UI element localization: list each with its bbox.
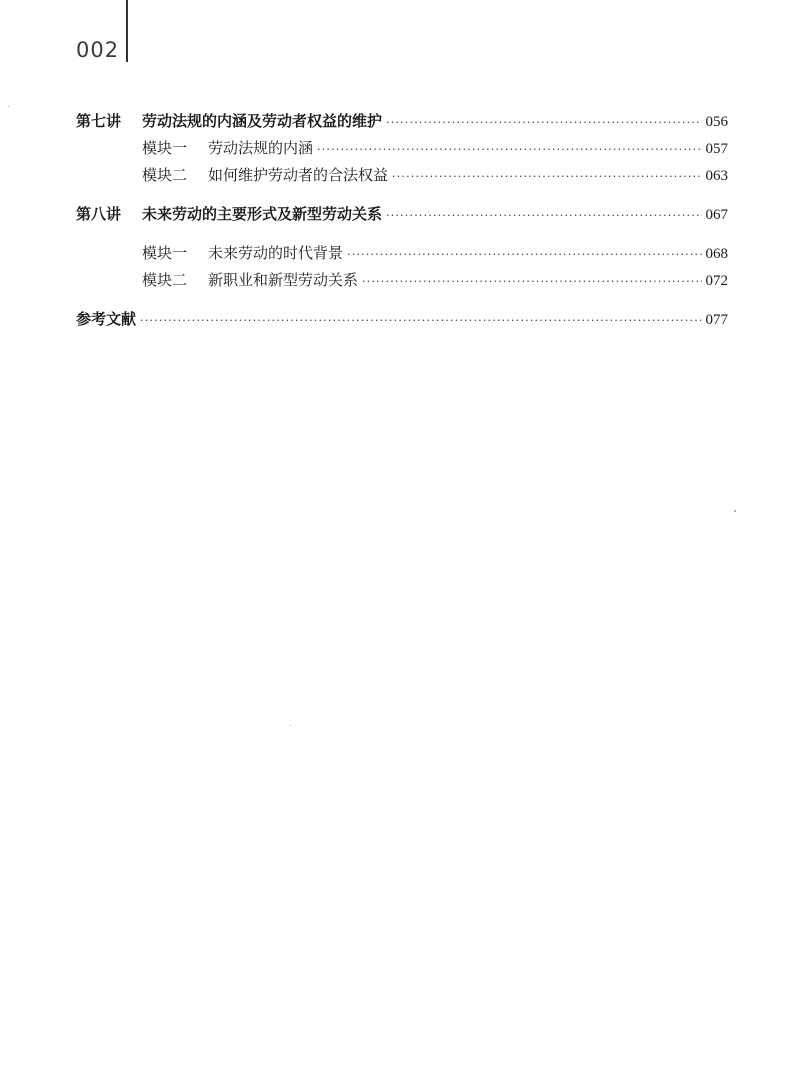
page-ref: 077: [705, 312, 728, 328]
module-label: 模块一: [142, 139, 188, 157]
toc-entry-lecture-7-module-1[interactable]: [76, 135, 728, 162]
module-title: 如何维护劳动者的合法权益: [208, 166, 389, 184]
chapter-label: 第八讲: [76, 205, 122, 223]
header-vertical-rule: [126, 0, 128, 62]
dot-leader: [386, 202, 701, 229]
scan-speck: [734, 510, 736, 512]
module-title: 劳动法规的内涵: [208, 139, 314, 157]
dot-leader: [362, 268, 701, 295]
toc-entry-lecture-8-module-2[interactable]: [76, 267, 728, 294]
page-ref: 067: [705, 207, 728, 223]
page-ref: 063: [705, 168, 728, 184]
module-label: 模块二: [142, 271, 188, 289]
dot-leader: [140, 307, 701, 334]
module-label: 模块二: [142, 166, 188, 184]
page-ref: 057: [705, 141, 728, 157]
chapter-label: 第七讲: [76, 112, 122, 130]
dot-leader: [392, 163, 701, 190]
dot-leader: [347, 241, 701, 268]
toc-entry-references[interactable]: [76, 306, 728, 333]
page-number: 002: [76, 38, 120, 62]
dot-leader: [317, 136, 701, 163]
page-ref: 056: [705, 114, 728, 130]
chapter-title: 劳动法规的内涵及劳动者权益的维护: [142, 112, 383, 130]
scan-speck: [8, 106, 9, 107]
table-of-contents: [76, 108, 728, 333]
module-label: 模块一: [142, 244, 188, 262]
dot-leader: [386, 109, 701, 136]
toc-entry-lecture-7-module-2[interactable]: [76, 162, 728, 189]
toc-entry-lecture-8-module-1[interactable]: [76, 240, 728, 267]
page-ref: 072: [705, 273, 728, 289]
chapter-title: 未来劳动的主要形式及新型劳动关系: [142, 205, 383, 223]
module-title: 新职业和新型劳动关系: [208, 271, 359, 289]
toc-entry-lecture-7[interactable]: [76, 108, 728, 135]
module-title: 未来劳动的时代背景: [208, 244, 344, 262]
scan-speck: [290, 725, 291, 726]
page-ref: 068: [705, 246, 728, 262]
toc-entry-lecture-8[interactable]: [76, 201, 728, 228]
references-title: 参考文献: [76, 310, 137, 328]
